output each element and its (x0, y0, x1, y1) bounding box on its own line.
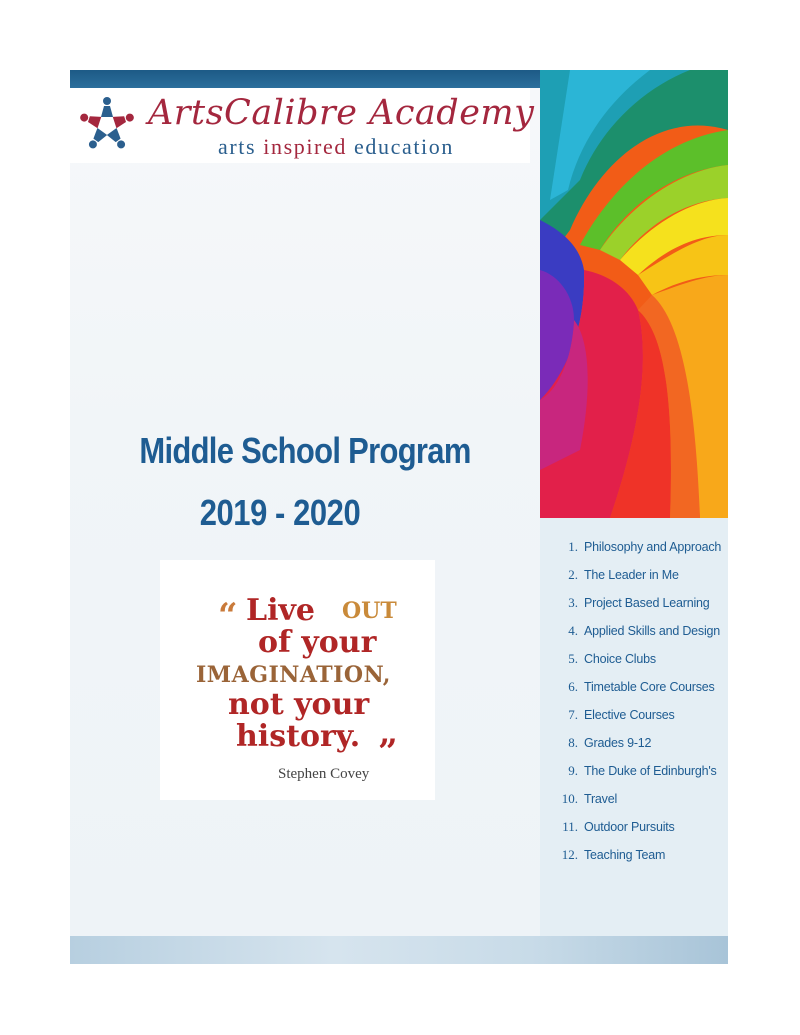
toc-label: Applied Skills and Design (584, 624, 721, 638)
logo (70, 88, 535, 163)
toc-item (540, 538, 728, 556)
toc-number: 10. (561, 791, 578, 806)
toc-label: Project Based Learning (584, 596, 710, 610)
toc-label: The Duke of Edinburgh's (584, 764, 717, 778)
toc-label: Timetable Core Courses (584, 680, 715, 694)
toc-label: Travel (584, 792, 618, 806)
quote-word-out: OUT (342, 598, 397, 624)
quote-word-live: Live (246, 593, 316, 628)
toc-item (540, 650, 728, 668)
quote-line-5: history. (236, 719, 361, 754)
tagline-part-2: education (346, 134, 454, 159)
toc-item (540, 566, 728, 584)
toc-item (540, 678, 728, 696)
quote-open-mark: “ (218, 596, 238, 636)
toc-item (540, 762, 728, 780)
tagline-accent: inspired (263, 134, 347, 159)
toc-number: 8. (568, 735, 578, 750)
toc-number: 9. (568, 763, 578, 778)
header-bar (70, 70, 540, 88)
toc-label: Teaching Team (584, 848, 666, 862)
page-title: Middle School Program (139, 430, 471, 471)
rainbow-swirl-graphic (540, 70, 728, 518)
toc-label: Elective Courses (584, 708, 675, 722)
rainbow-swirl-image (540, 70, 728, 518)
toc-item (540, 622, 728, 640)
quote-author: Stephen Covey (278, 766, 370, 782)
toc-number: 12. (561, 847, 578, 862)
toc-number: 1. (568, 539, 578, 554)
page-subtitle-years: 2019 - 2020 (199, 492, 361, 533)
toc-list (540, 538, 728, 874)
toc-label: Philosophy and Approach (584, 540, 722, 554)
toc-label: The Leader in Me (584, 568, 679, 582)
toc-item (540, 846, 728, 864)
logo-tagline (218, 134, 454, 160)
footer-bar (70, 936, 728, 964)
toc-number: 7. (568, 707, 578, 722)
table-of-contents (540, 518, 728, 936)
toc-label: Choice Clubs (584, 652, 656, 666)
toc-label: Outdoor Pursuits (584, 820, 675, 834)
toc-number: 3. (568, 595, 578, 610)
toc-number: 6. (568, 679, 578, 694)
tagline-part-1: arts (218, 134, 264, 159)
toc-item (540, 818, 728, 836)
quote-line-3: IMAGINATION, (196, 662, 391, 688)
quote-close-mark: ” (378, 732, 398, 772)
toc-number: 11. (562, 819, 578, 834)
logo-star-icon (74, 92, 140, 158)
quote-graphic (160, 560, 435, 800)
toc-number: 4. (568, 623, 578, 638)
toc-label: Grades 9-12 (584, 736, 652, 750)
toc-number: 2. (568, 567, 578, 582)
toc-item (540, 734, 728, 752)
logo-name: ArtsCalibre Academy (148, 93, 535, 133)
toc-item (540, 594, 728, 612)
toc-item (540, 790, 728, 808)
quote-line-4: not your (228, 687, 370, 722)
toc-item (540, 706, 728, 724)
toc-number: 5. (568, 651, 578, 666)
quote-line-2: of your (258, 625, 377, 660)
